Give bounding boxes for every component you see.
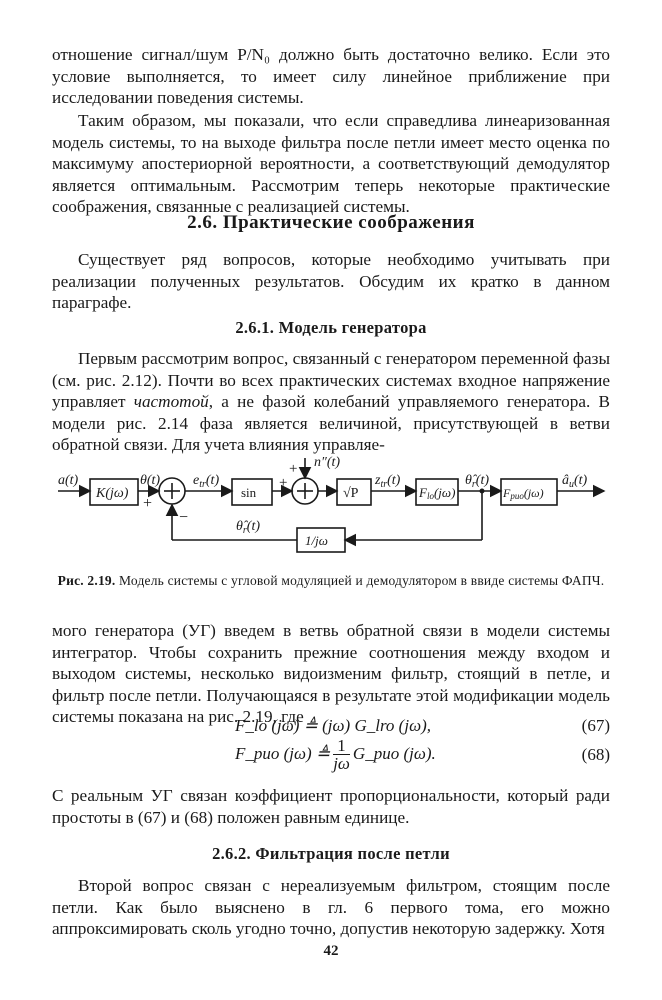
label-ztr: $z_{tr}(t)$ [375, 473, 401, 490]
label-noise: n″(t) [314, 455, 341, 470]
paragraph-6: С реальным УГ связан коэффициент пропорциональности, который ради простоты в (67) и (68) положен равным единице. [52, 786, 610, 827]
sin-block-label: sin [241, 485, 257, 500]
label-minus-1: − [179, 509, 189, 526]
equation-68-fraction [333, 738, 350, 772]
paragraph-4 [52, 348, 610, 456]
label-theta: θ(t) [140, 473, 161, 488]
equation-68-number: (68) [581, 745, 610, 764]
integrator-block-label: 1/jω [305, 533, 328, 548]
label-plus-2: + [289, 461, 298, 477]
sqrtp-block-label: √P [343, 486, 359, 501]
paragraph-5: мого генератора (УГ) введем в ветвь обратной связи в модели системы интегратор. Чтобы сохранить прежние соотношения между входом и выходом системы, несколько видоизменим фильтр, стоящий в петле, и фильтр после петли. Получающаяся в результате этой модификации модель системы показана на рис. 2.19, где [52, 621, 610, 727]
fpuo-block-label: Fpuo(jω) [503, 486, 544, 501]
paragraph-4-part-a: Первым рассмотрим вопрос, связанный с генератором переменной фазы (см. рис. 2.12). Почти во всех практических системах входное напряжение управляет [52, 349, 610, 412]
subsection-heading-1: 2.6.1. Модель генератора [235, 318, 427, 337]
label-output: $â_u(t)$ [562, 473, 588, 490]
equation-67: F_lo (jω) ≜ (jω) G_lro (jω), [235, 716, 431, 735]
equation-68-fraction-numerator: 1 [333, 738, 350, 755]
label-feedback: $\thetâ_r(t)$ [236, 519, 261, 536]
equation-68-fraction-denominator: jω [333, 754, 350, 773]
caption-label: Рис. 2.19. [57, 573, 116, 588]
equation-68-lhs: F_puo (jω) ≜ [235, 743, 331, 763]
equation-67-number: (67) [581, 716, 610, 735]
label-plus-3: + [279, 475, 288, 491]
equation-68-rhs: G_puo (jω). [352, 743, 436, 763]
paragraph-3: Существует ряд вопросов, которые необходимо учитывать при реализации полученных результатов. Обсудим их кратко в данном параграфе. [52, 250, 610, 313]
paragraph-2: Таким образом, мы показали, что если справедлива линеаризованная модель системы, то на выходе фильтра после петли имеет место оценка по максимуму апостериорной вероятности, а соответствующий демодулятор является оптимальным. Рассмотрим теперь некоторые практические соображения, связанные с реализацией системы. [52, 111, 610, 217]
caption-text: Модель системы с угловой модуляцией и демодулятором в ввиде системы ФАПЧ. [119, 573, 605, 588]
block-diagram [52, 452, 612, 568]
label-theta-hat: $\thetâ_r(t)$ [465, 473, 490, 490]
figure-caption [52, 573, 610, 589]
paragraph-4-italic: частотой [133, 392, 209, 412]
paragraph-4-part-b: , а не фазой колебаний управляемого генератора. В модели рис. 2.14 фаза является величиной, присутствующей в ветви обратной связи. Для учета влияния управляе- [52, 392, 610, 455]
label-plus-1: + [143, 495, 153, 512]
label-etr: $e_{tr}(t)$ [193, 473, 220, 490]
k-block-label: K(jω) [96, 486, 129, 501]
label-input: a(t) [58, 473, 79, 488]
equation-68 [235, 738, 436, 772]
subsection-heading-2: 2.6.2. Фильтрация после петли [212, 844, 450, 863]
flo-block-label: Flo(jω) [419, 485, 456, 501]
page-number: 42 [323, 943, 339, 959]
section-heading: 2.6. Практические соображения [187, 212, 475, 233]
paragraph-1: отношение сигнал/шум P/N₀ должно быть достаточно велико. Если это условие выполняется, то имеет силу линейное приближение при исследовании поведения системы. [52, 45, 610, 108]
paragraph-7: Второй вопрос связан с нереализуемым фильтром, стоящим после петли. Как было выяснено в гл. 6 первого тома, его можно аппроксимировать сколь угодно точно, допустив некоторую задержку. Хотя [52, 876, 610, 939]
